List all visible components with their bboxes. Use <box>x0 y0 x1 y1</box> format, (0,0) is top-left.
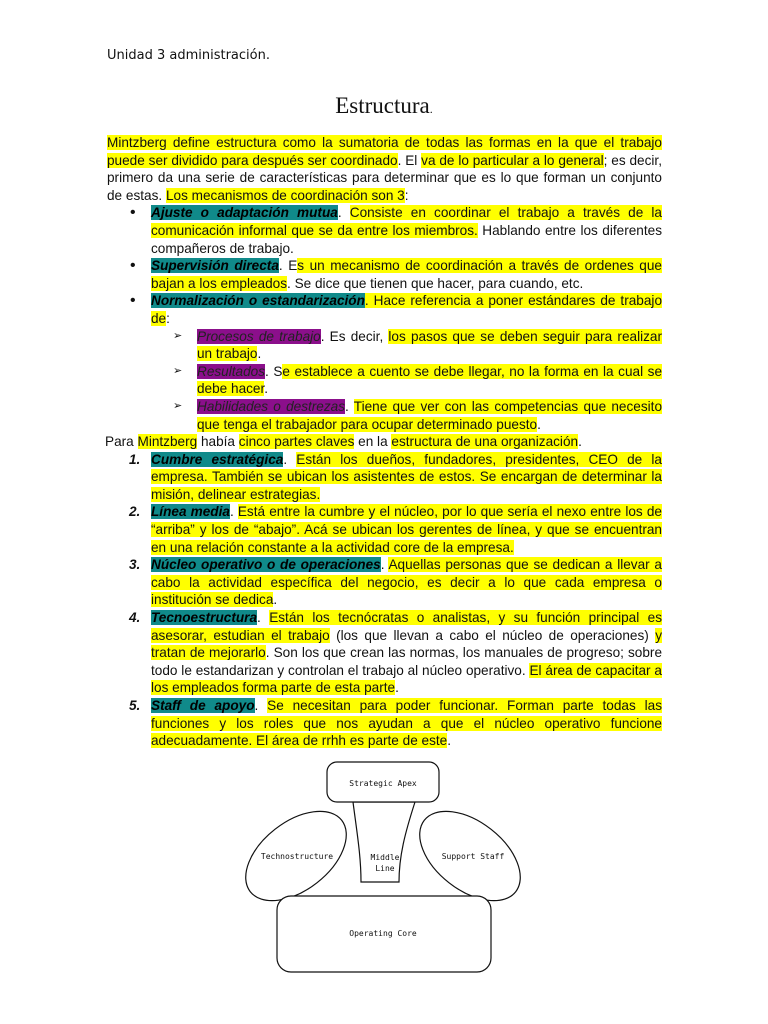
part-highlight: Están los dueños, fundadores, presidentes, CEO de la empresa. También se ubican los asistentes de estos. Se encargan de determinar la misión, delinear estrategias. <box>151 451 662 502</box>
technostructure-label: Technostructure <box>260 852 334 861</box>
document-title <box>0 93 768 119</box>
sub-list <box>107 328 662 434</box>
mechanism-term: Ajuste o adaptación mutua <box>151 205 338 221</box>
intro-paragraph <box>107 134 662 204</box>
sub-term: Habilidades o destrezas <box>197 398 346 414</box>
sub-term: Procesos de trabajo <box>197 328 321 344</box>
mechanism-term: Supervisión directa <box>151 258 279 274</box>
mechanisms-list <box>107 204 662 433</box>
parts-list <box>107 451 662 750</box>
part-text: . Son los que crean las normas, los manuales de progreso; sobre todo le estandarizan y controlan el trabajo al núcleo operativo. <box>151 645 663 678</box>
middle-line-label: Line <box>375 864 395 873</box>
parts-intro-text: Para <box>105 434 138 450</box>
list-item <box>107 697 662 750</box>
sub-list-item <box>107 363 662 398</box>
part-term: Tecnoestructura <box>151 610 258 626</box>
sub-text: . Es decir, <box>320 328 389 344</box>
middle-line-label: Middle <box>370 853 400 862</box>
list-item <box>107 204 662 257</box>
parts-intro-highlight: estructura de una organización <box>391 434 579 450</box>
part-term: Línea media <box>151 504 230 520</box>
part-text: . <box>229 504 238 520</box>
sub-highlight: los pasos que se deben seguir para realizar un trabajo <box>197 328 662 362</box>
list-item <box>107 609 662 697</box>
item-number: 1. <box>129 451 141 467</box>
part-text: . <box>273 592 278 608</box>
mintzberg-structure-diagram <box>245 758 525 976</box>
sub-term: Resultados <box>197 363 266 379</box>
intro-text: ; es decir, primero da una serie de características para determinar que es lo que forman un conjunto de estas. <box>107 152 662 203</box>
mechanism-text: . <box>337 205 350 221</box>
item-number: 2. <box>129 504 141 520</box>
part-term: Staff de apoyo <box>151 698 255 713</box>
item-number: 3. <box>129 557 141 573</box>
strategic-apex-label: Strategic Apex <box>349 779 417 788</box>
mechanism-term: Normalización o estandarización <box>151 293 365 309</box>
sub-text: . <box>257 346 262 362</box>
mechanism-highlight: . Hace referencia a poner estándares de trabajo <box>364 293 662 309</box>
intro-text: . El <box>397 152 422 168</box>
part-text: (los que llevan a cabo el núcleo de operaciones) <box>329 627 656 643</box>
mechanism-highlight: de <box>151 310 167 326</box>
sub-text: . <box>264 381 269 397</box>
mechanism-highlight: Consiste en coordinar el trabajo a través de la comunicación informal que se da entre los miembros. <box>151 205 662 238</box>
document-body <box>107 134 662 750</box>
intro-highlight: Los mecanismos de coordinación son 3 <box>165 187 405 203</box>
part-term: Cumbre estratégica <box>151 451 284 467</box>
intro-highlight: va de lo particular a lo general <box>421 152 604 168</box>
part-highlight: Aquellas personas que se dedican a llevar a cabo la actividad específica del negocio, es decir a lo que cada empresa o institución se dedica <box>151 557 662 608</box>
support-staff-label: Support Staff <box>441 852 505 861</box>
parts-intro-highlight: cinco partes claves <box>238 434 355 450</box>
parts-intro-text: en la <box>354 434 392 450</box>
list-item <box>107 257 662 292</box>
sub-text: . <box>345 398 354 414</box>
parts-intro-highlight: Mintzberg <box>137 434 198 450</box>
sub-list-item <box>107 328 662 363</box>
item-number: 5. <box>129 698 141 713</box>
parts-intro-text: había <box>197 434 239 450</box>
title-dot: . <box>429 102 433 116</box>
part-text: . <box>257 610 270 626</box>
sub-highlight: Tiene que ver con las competencias que necesito que tenga el trabajador para ocupar determinado puesto <box>197 398 663 432</box>
sub-highlight: e establece a cuento se debe llegar, no la forma en la cual se debe hacer <box>197 363 663 397</box>
document-header: Unidad 3 administración. <box>107 48 270 63</box>
item-number: 4. <box>129 610 141 626</box>
operating-core-label: Operating Core <box>349 929 417 938</box>
part-highlight: y tratan de mejorarlo <box>151 627 662 661</box>
part-text: . <box>395 680 399 696</box>
mechanism-text: Hablando entre los diferentes compañeros de trabajo. <box>151 222 662 256</box>
list-item <box>107 292 662 433</box>
sub-list-item <box>107 398 662 433</box>
sub-text: . S <box>265 363 283 379</box>
part-text: . <box>283 451 297 467</box>
part-highlight: Se necesitan para poder funcionar. Forman parte todas las funciones y los roles que nos ayudan a que el núcleo operativo funcione adecuadamente. El área de rrhh es parte de este <box>151 698 662 749</box>
part-text: . <box>447 733 452 749</box>
part-highlight: El área de capacitar a los empleados forma parte de esta parte <box>151 662 662 696</box>
list-item <box>107 556 662 609</box>
part-term: Núcleo operativo o de operaciones <box>151 557 381 573</box>
parts-intro-text: . <box>578 434 582 450</box>
mechanism-text: : <box>166 310 170 326</box>
part-highlight: Está entre la cumbre y el núcleo, por lo que sería el nexo entre los de “arriba” y los de “abajo”. Acá se ubican los gerentes de línea, y que se encuentran en una relación constante a la actividad core de la empresa. <box>151 504 662 555</box>
part-highlight: Están los tecnócratas o analistas, y su función principal es asesorar, estudian el trabajo <box>151 610 662 643</box>
sub-text: . <box>537 416 541 432</box>
mechanism-text: . E <box>278 258 298 274</box>
part-text: . <box>254 698 268 713</box>
parts-intro <box>105 433 662 451</box>
title-text: Estructura <box>335 93 430 118</box>
list-item <box>107 451 662 504</box>
part-text: . <box>380 557 389 573</box>
mechanism-highlight: s un mecanismo de coordinación a través de ordenes que bajan a los empleados <box>151 258 662 291</box>
intro-highlight: Mintzberg define estructura como la sumatoria de todas las formas en la que el trabajo puede ser dividido para después ser coordinado <box>107 135 662 168</box>
intro-text: : <box>404 187 409 203</box>
list-item <box>107 503 662 556</box>
mechanism-text: . Se dice que tienen que hacer, para cuando, etc. <box>287 275 584 291</box>
